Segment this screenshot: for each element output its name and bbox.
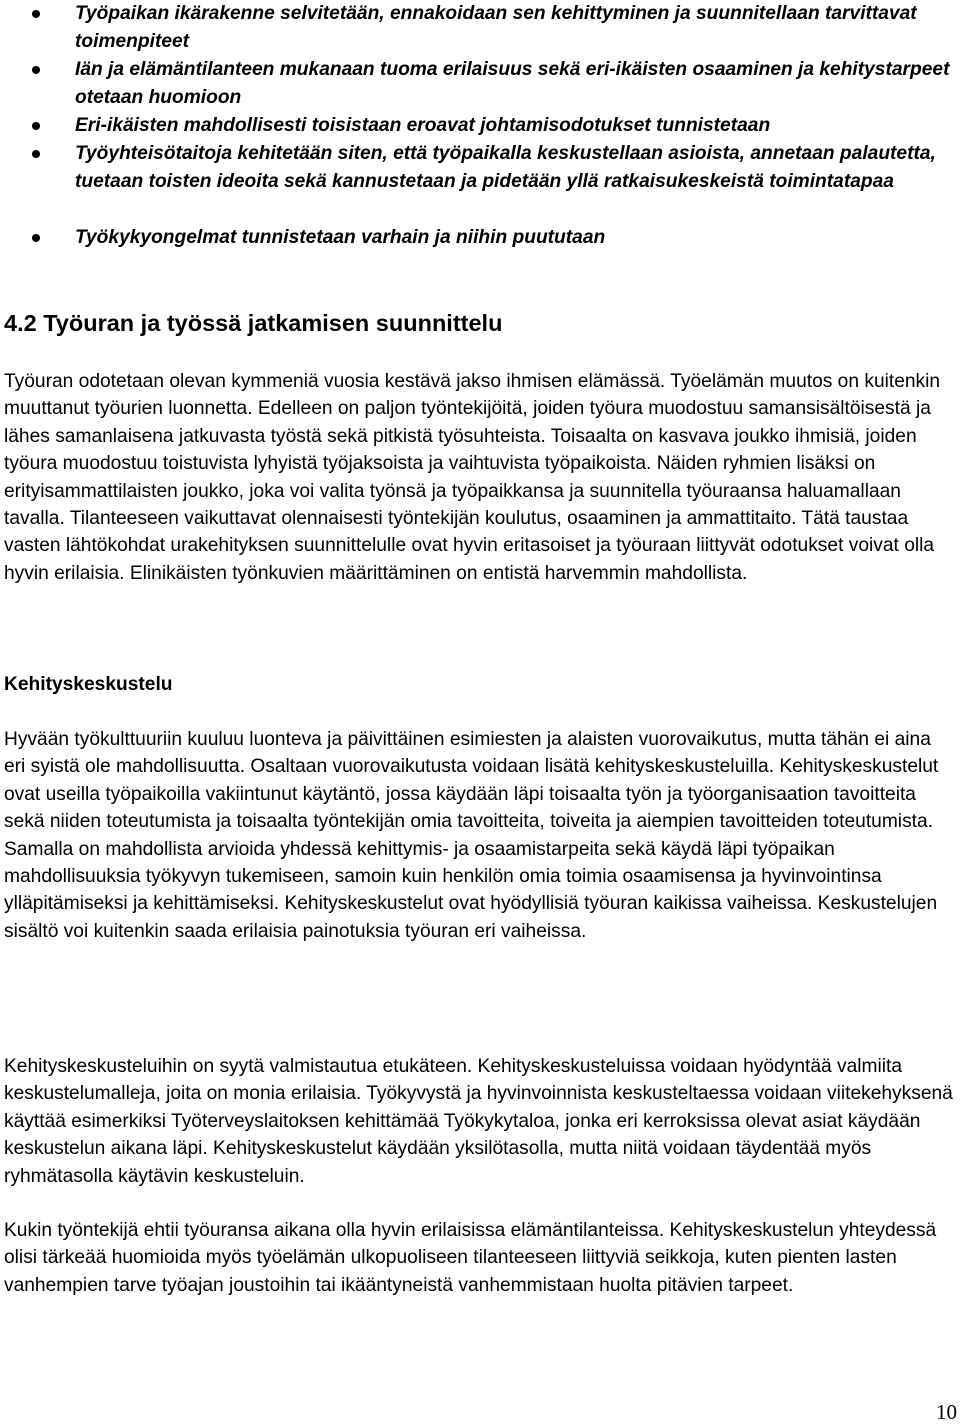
body-paragraph: Kehityskeskusteluihin on syytä valmistautua etukäteen. Kehityskeskusteluissa voidaan hyödyntää valmiita keskustelumalleja, joita on monia erilaisia. Työkyvystä ja hyvinvoinnista keskusteltaessa voidaan viitekehyksenä käyttää esimerkiksi Työterveyslaitoksen kehittämää Työkykytaloa, jonka eri kerroksissa olevat asiat käydään keskustelun aikana läpi. Kehityskeskustelut käydään yksilötasolla, mutta niitä voidaan täydentää myös ryhmätasolla käytävin keskusteluin. xyxy=(4,1056,953,1187)
list-item xyxy=(4,224,956,252)
section-heading: 4.2 Työuran ja työssä jatkamisen suunnittelu xyxy=(4,310,503,336)
body-paragraph: Kukin työntekijä ehtii työuransa aikana olla hyvin erilaisissa elämäntilanteissa. Kehityskeskustelun yhteydessä olisi tärkeää huomioida myös työelämän ulkopuoliseen tilanteeseen liittyviä seikkoja, kuten pienten lasten vanhempien tarve työajan joustoihin tai ikääntyneistä vanhemmistaan huolta pitävien tarpeet. xyxy=(4,1220,937,1296)
bullet-icon xyxy=(32,10,40,18)
body-paragraph: Hyvään työkulttuuriin kuuluu luonteva ja päivittäinen esimiesten ja alaisten vuorovaikutus, mutta tähän ei aina eri syistä ole mahdollisuutta. Osaltaan vuorovaikutusta voidaan lisätä kehityskeskusteluilla. Kehityskeskustelut ovat useilla työpaikoilla vakiintunut käytäntö, jossa käydään läpi toisaalta työn ja työorganisaation tavoitteita sekä niiden toteutumista ja toisaalta työntekijän omia tavoitteita, toiveita ja aiempien tavoitteiden toteutumista. Samalla on mahdollista arvioida yhdessä kehittymis- ja osaamistarpeita sekä käydä läpi työpaikan mahdollisuuksia työkyvyn tukemiseen, samoin kuin henkilön omia toimia osaamisensa ja hyvinvointinsa ylläpitämiseksi ja kehittämiseksi. Kehityskeskustelut ovat hyödyllisiä työuran kaikissa vaiheissa. Keskustelujen sisältö voi kuitenkin saada erilaisia painotuksia työuran eri vaiheissa. xyxy=(4,729,939,942)
bullet-icon xyxy=(32,66,40,74)
list-item xyxy=(4,112,956,140)
bullet-icon xyxy=(32,150,40,158)
page-number: 10 xyxy=(936,1400,957,1424)
list-item xyxy=(4,0,956,56)
bullet-text: Työkykyongelmat tunnistetaan varhain ja niihin puututaan xyxy=(75,227,606,248)
bullet-text: Työpaikan ikärakenne selvitetään, ennakoidaan sen kehittyminen ja suunnitellaan tarvittavat toimenpiteet xyxy=(75,3,917,52)
section-paragraph: Työuran odotetaan olevan kymmeniä vuosia kestävä jakso ihmisen elämässä. Työelämän muutos on kuitenkin muuttanut työurien luonnetta. Edelleen on paljon työntekijöitä, joiden työura muodostuu samansisältöisestä ja lähes samanlaisena jatkuvasta työstä sekä pitkistä työsuhteista. Toisaalta on kasvava joukko ihmisiä, joiden työura muodostuu toistuvista lyhyistä työjaksoista ja vaihtuvista työpaikoista. Näiden ryhmien lisäksi on erityisammattilaisten joukko, joka voi valita työnsä ja työpaikkansa ja suunnitella työuraansa haluamallaan tavalla. Tilanteeseen vaikuttavat olennaisesti työntekijän koulutus, osaaminen ja ammattitaito. Tätä taustaa vasten lähtökohdat urakehityksen suunnittelulle ovat hyvin eritasoiset ja työuraan liittyvät odotukset voivat olla hyvin erilaisia. Elinikäisten työnkuvien määrittäminen on entistä harvemmin mahdollista. xyxy=(4,371,941,584)
bullet-icon xyxy=(32,234,40,242)
list-item xyxy=(4,56,956,112)
bullet-text: Iän ja elämäntilanteen mukanaan tuoma erilaisuus sekä eri-ikäisten osaaminen ja kehitystarpeet otetaan huomioon xyxy=(75,59,950,108)
list-item xyxy=(4,140,956,196)
subsection-heading: Kehityskeskustelu xyxy=(4,674,173,695)
bullet-text: Eri-ikäisten mahdollisesti toisistaan eroavat johtamisodotukset tunnistetaan xyxy=(75,115,771,136)
bullet-icon xyxy=(32,122,40,130)
bullet-text: Työyhteisötaitoja kehitetään siten, että työpaikalla keskustellaan asioista, annetaan palautetta, tuetaan toisten ideoita sekä kannustetaan ja pidetään yllä ratkaisukeskeistä toimintatapaa xyxy=(75,143,936,192)
